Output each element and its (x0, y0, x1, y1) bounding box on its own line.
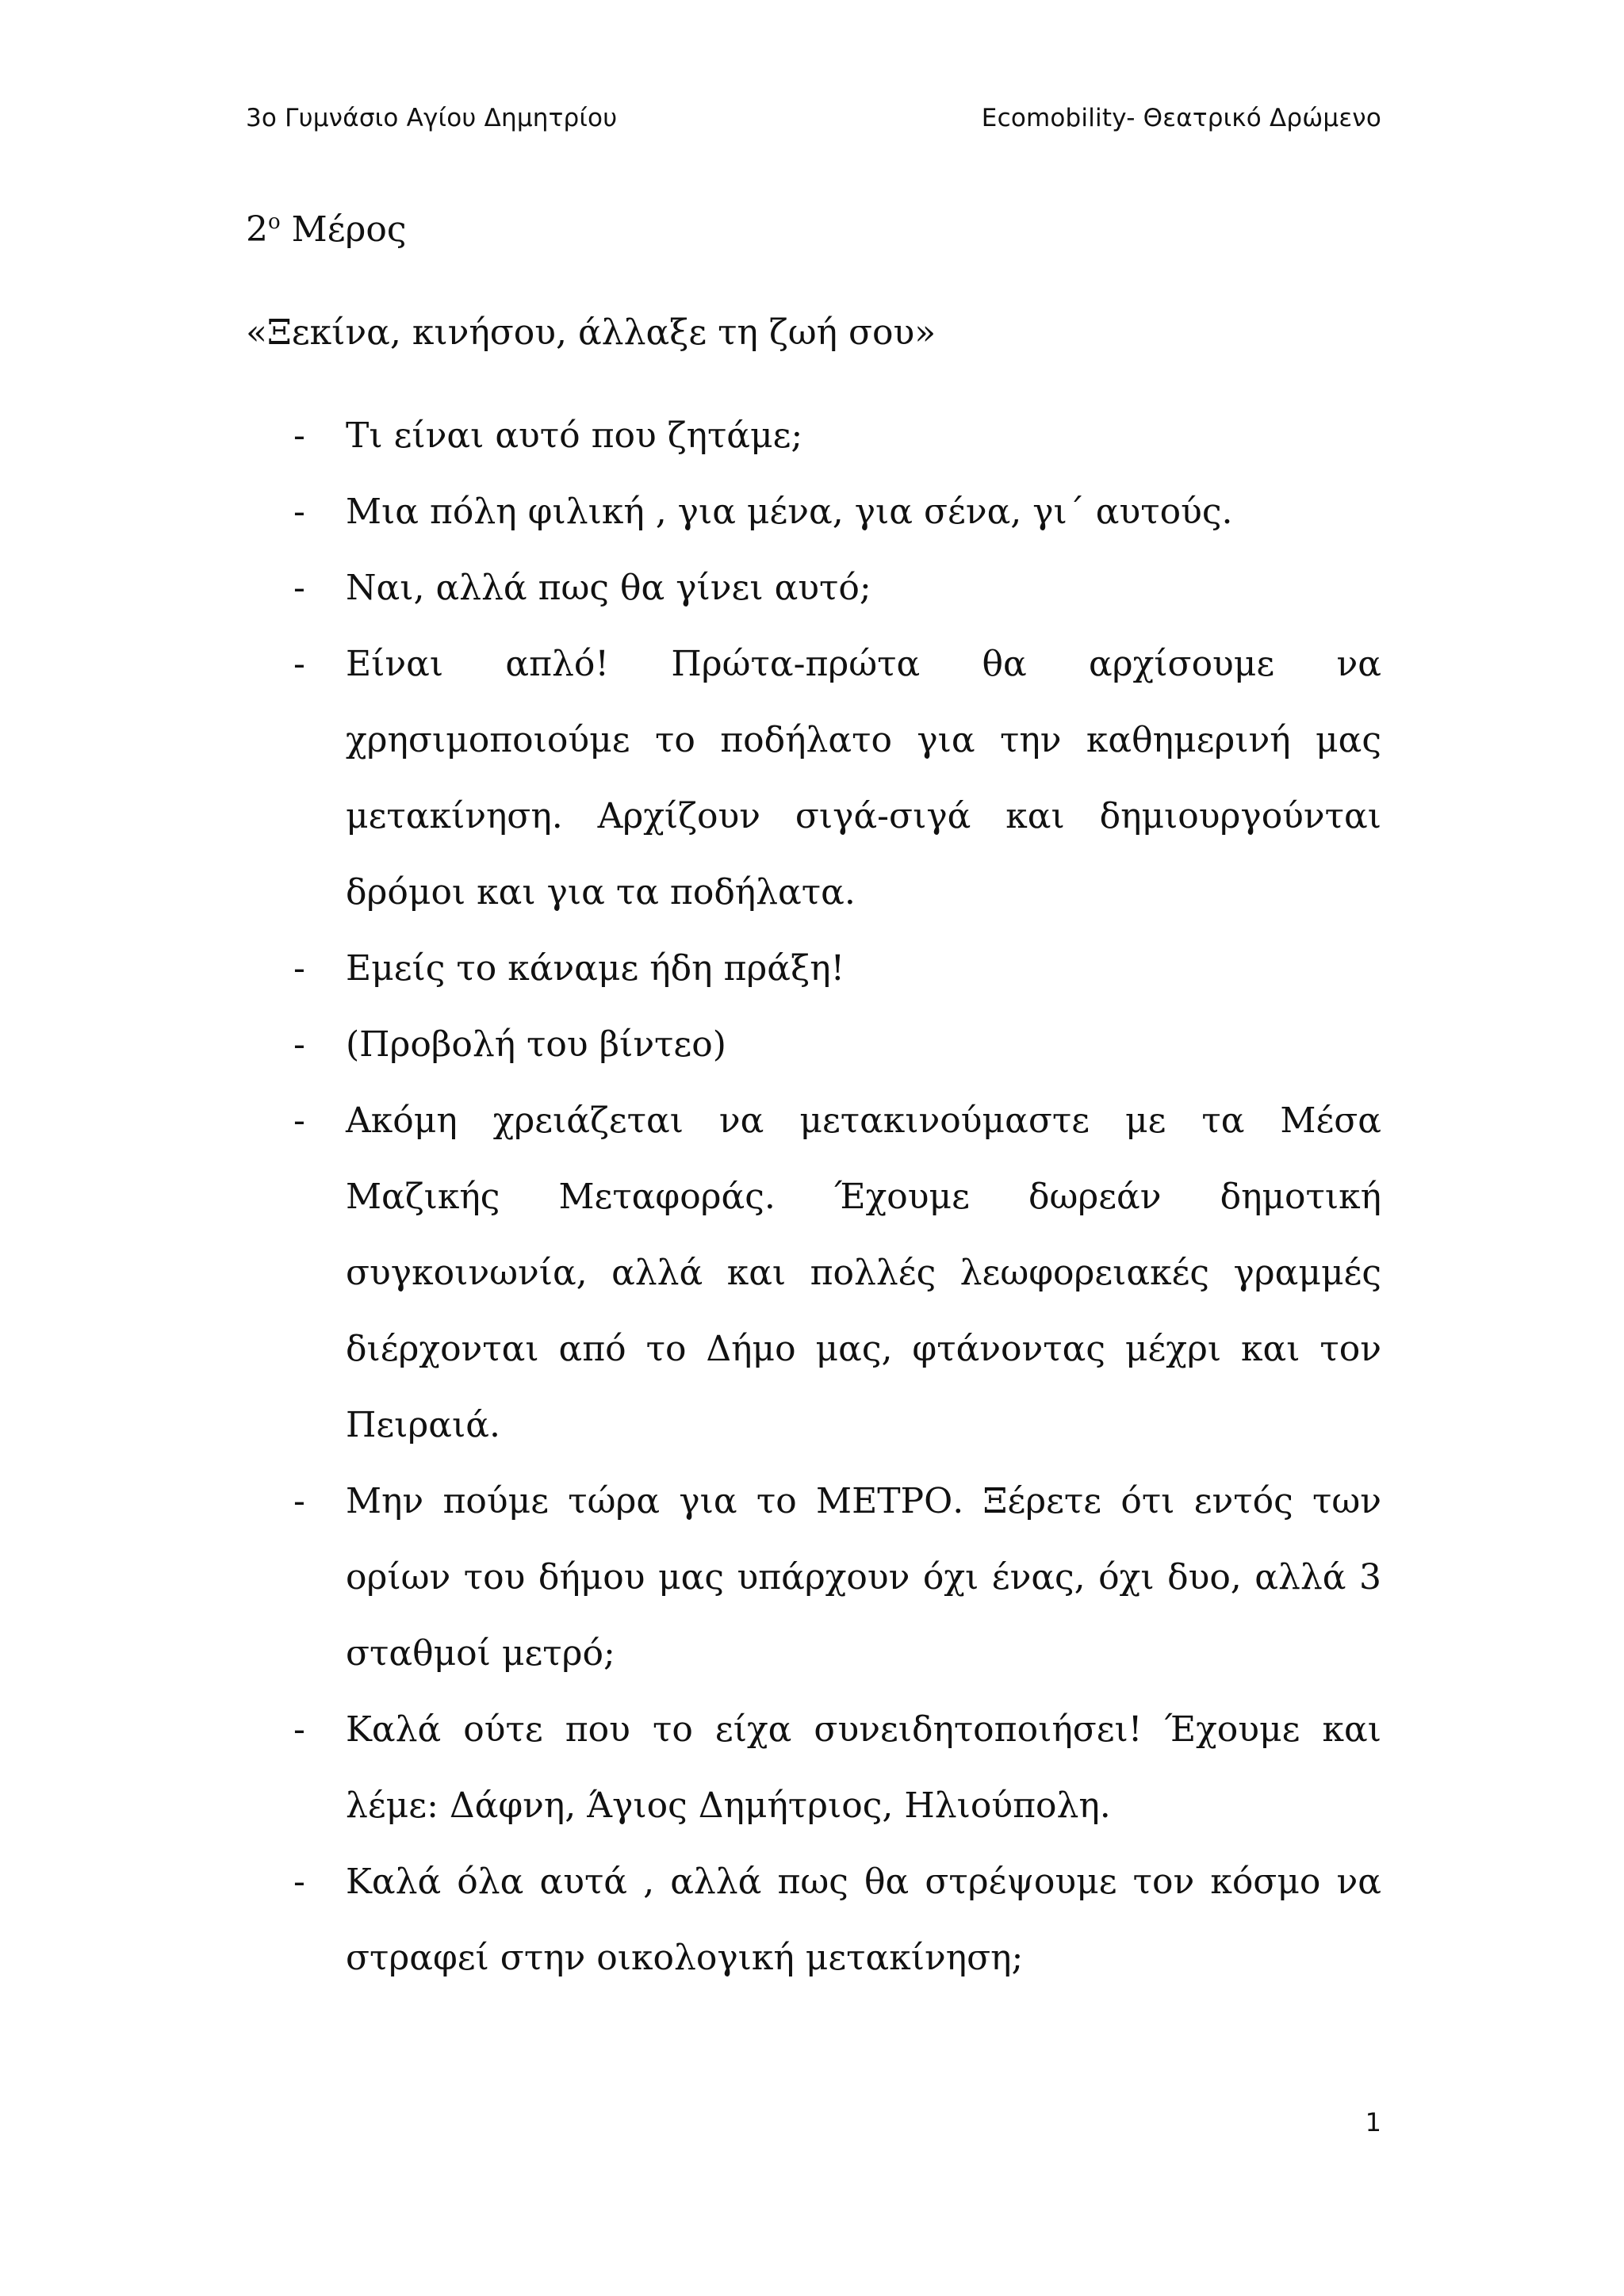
dialogue-line (293, 931, 1381, 1007)
dialogue-dash: - (293, 415, 305, 456)
dialogue-dash: - (293, 1024, 305, 1065)
dialogue-line (293, 1083, 1381, 1464)
part-number: 2 (246, 209, 268, 250)
dialogue-dash: - (293, 568, 305, 608)
dialogue-text: Ακόμη χρειάζεται να μετακινούμαστε με τα Μέσα Μαζικής Μεταφοράς. Έχουμε δωρεάν δημοτική συγκοινωνία, αλλά και πολλές λεωφορειακές γραμμές διέρχονται από το Δήμο μας, φτάνοντας μέχρι και τον Πειραιά. (346, 1100, 1381, 1445)
dialogue-dash: - (293, 644, 305, 684)
header-project-title: Ecomobility- Θεατρικό Δρώμενο (981, 104, 1381, 132)
dialogue-text: (Προβολή του βίντεο) (346, 1024, 726, 1065)
dialogue-text: Ναι, αλλά πως θα γίνει αυτό; (346, 568, 871, 608)
dialogue-text: Μια πόλη φιλική , για μένα, για σένα, γι΄ αυτούς. (346, 492, 1233, 532)
play-title: «Ξεκίνα, κινήσου, άλλαξε τη ζωή σου» (246, 312, 936, 353)
dialogue-dash: - (293, 1100, 305, 1141)
dialogue-line (293, 550, 1381, 626)
dialogue-dash: - (293, 1709, 305, 1750)
page-header (246, 98, 1381, 138)
dialogue-line (293, 1844, 1381, 1996)
dialogue-dash: - (293, 492, 305, 532)
dialogue-dash: - (293, 1481, 305, 1521)
dialogue-text: Εμείς το κάναμε ήδη πράξη! (346, 948, 845, 989)
part-label: Μέρος (291, 209, 407, 250)
dialogue-text: Είναι απλό! Πρώτα-πρώτα θα αρχίσουμε να χρησιμοποιούμε το ποδήλατο για την καθημερινή μας μετακίνηση. Αρχίζουν σιγά-σιγά και δημιουργούνται δρόμοι και για τα ποδήλατα. (346, 644, 1381, 913)
dialogue-line (293, 626, 1381, 931)
dialogue-line (293, 474, 1381, 550)
dialogue-line (293, 1007, 1381, 1083)
page-number: 1 (1365, 2107, 1381, 2137)
dialogue-text: Καλά ούτε που το είχα συνειδητοποιήσει! Έχουμε και λέμε: Δάφνη, Άγιος Δημήτριος, Ηλιούπολη. (346, 1709, 1381, 1826)
dialogue-text: Τι είναι αυτό που ζητάμε; (346, 415, 803, 456)
dialogue-text: Μην πούμε τώρα για το ΜΕΤΡΟ. Ξέρετε ότι εντός των ορίων του δήμου μας υπάρχουν όχι ένας, όχι δυο, αλλά 3 σταθμοί μετρό; (346, 1481, 1381, 1674)
dialogue-line (293, 398, 1381, 474)
dialogue-dash: - (293, 948, 305, 989)
dialogue-list (293, 398, 1381, 1996)
dialogue-text: Καλά όλα αυτά , αλλά πως θα στρέψουμε τον κόσμο να στραφεί στην οικολογική μετακίνηση; (346, 1862, 1381, 1978)
header-school-name: 3ο Γυμνάσιο Αγίου Δημητρίου (246, 104, 618, 132)
dialogue-line (293, 1464, 1381, 1692)
part-ordinal: ο (268, 210, 281, 234)
dialogue-line (293, 1692, 1381, 1844)
dialogue-dash: - (293, 1862, 305, 1902)
part-heading (246, 192, 407, 268)
